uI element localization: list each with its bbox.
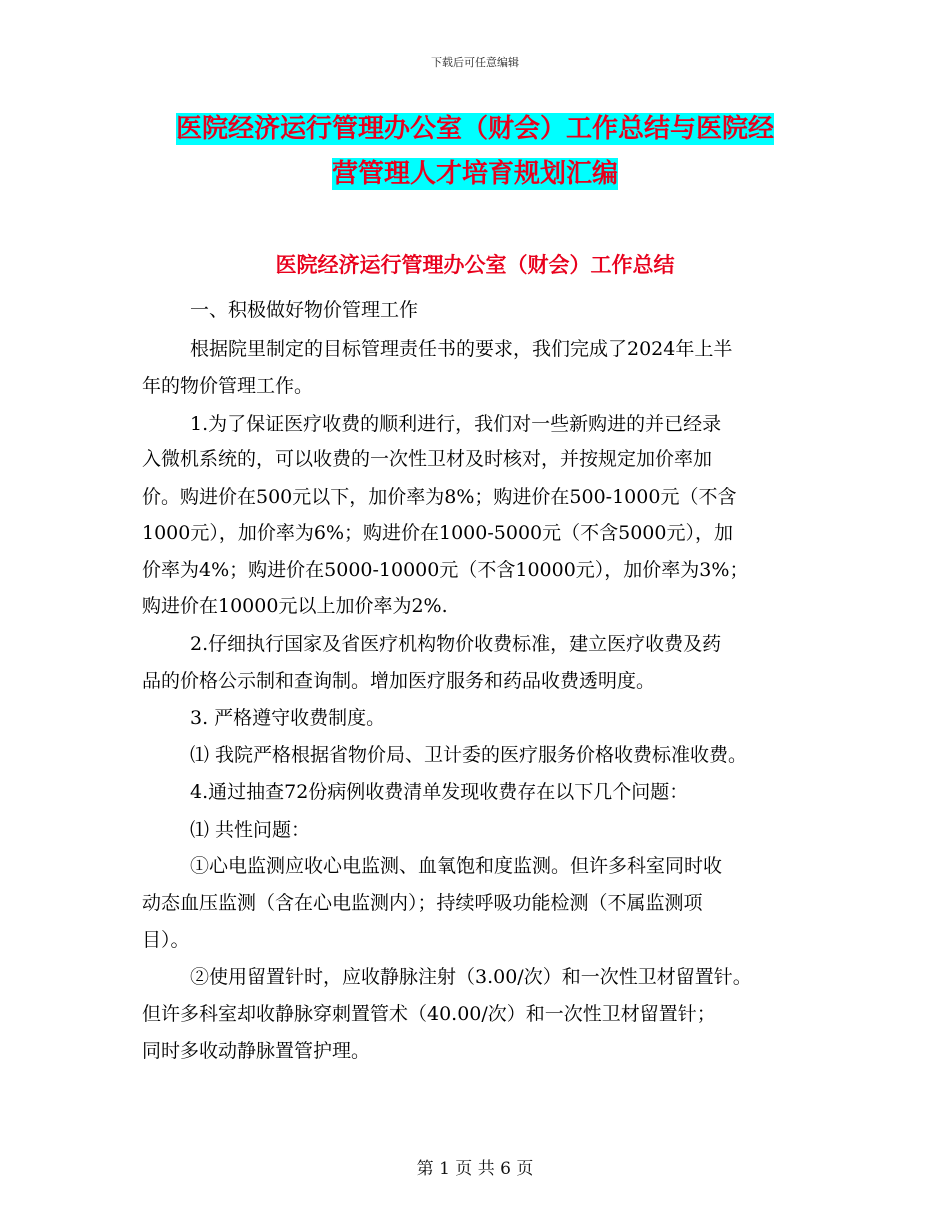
paragraph-line: 价率为4%；购进价在5000-10000元（不含10000元），加价率为3%； (142, 559, 749, 581)
paragraph-line: 2.仔细执行国家及省医疗机构物价收费标准，建立医疗收费及药 (190, 633, 722, 655)
paragraph-line: 动态血压监测（含在心电监测内）；持续呼吸功能检测（不属监测项 (142, 892, 703, 914)
paragraph-line: 4.通过抽查72份病例收费清单发现收费存在以下几个问题： (190, 781, 689, 803)
paragraph-line: 目）。 (142, 929, 190, 951)
paragraph-line: ②使用留置针时，应收静脉注射（3.00/次）和一次性卫材留置针。 (190, 966, 752, 988)
paragraph-line: 3. 严格遵守收费制度。 (190, 707, 386, 729)
heading-price-management: 一、积极做好物价管理工作 (190, 299, 419, 321)
paragraph-line: 年的物价管理工作。 (142, 375, 314, 397)
paragraph-line: 入微机系统的，可以收费的一次性卫材及时核对，并按规定加价率加 (142, 448, 713, 470)
paragraph-line: 同时多收动静脉置管护理。 (142, 1040, 371, 1062)
section-title: 医院经济运行管理办公室（财会）工作总结 (275, 252, 675, 277)
paragraph-line: 购进价在10000元以上加价率为2%. (142, 595, 448, 617)
paragraph-line: 价。购进价在500元以下，加价率为8%；购进价在500-1000元（不含 (142, 486, 737, 508)
paragraph-line: ⑴ 共性问题： (190, 819, 311, 841)
document-title-line-1: 医院经济运行管理办公室（财会）工作总结与医院经 (175, 114, 774, 144)
paragraph-line: 1.为了保证医疗收费的顺利进行，我们对一些新购进的并已经录 (190, 413, 722, 435)
paragraph-line: 但许多科室却收静脉穿刺置管术（40.00/次）和一次性卫材留置针； (142, 1003, 716, 1025)
paragraph-line: 品的价格公示制和查询制。增加医疗服务和药品收费透明度。 (142, 670, 656, 692)
paragraph-line: 1000元），加价率为6%；购进价在1000-5000元（不含5000元），加 (142, 522, 733, 544)
paragraph-line: ①心电监测应收心电监测、血氧饱和度监测。但许多科室同时收 (190, 855, 723, 877)
paragraph-line: ⑴ 我院严格根据省物价局、卫计委的医疗服务价格收费标准收费。 (190, 744, 748, 766)
paragraph-line: 根据院里制定的目标管理责任书的要求，我们完成了2024年上半 (190, 338, 733, 360)
document-title-line-2: 营管理人才培育规划汇编 (331, 159, 618, 189)
header-note: 下载后可任意编辑 (431, 56, 519, 69)
page-footer: 第 1 页 共 6 页 (416, 1159, 534, 1179)
